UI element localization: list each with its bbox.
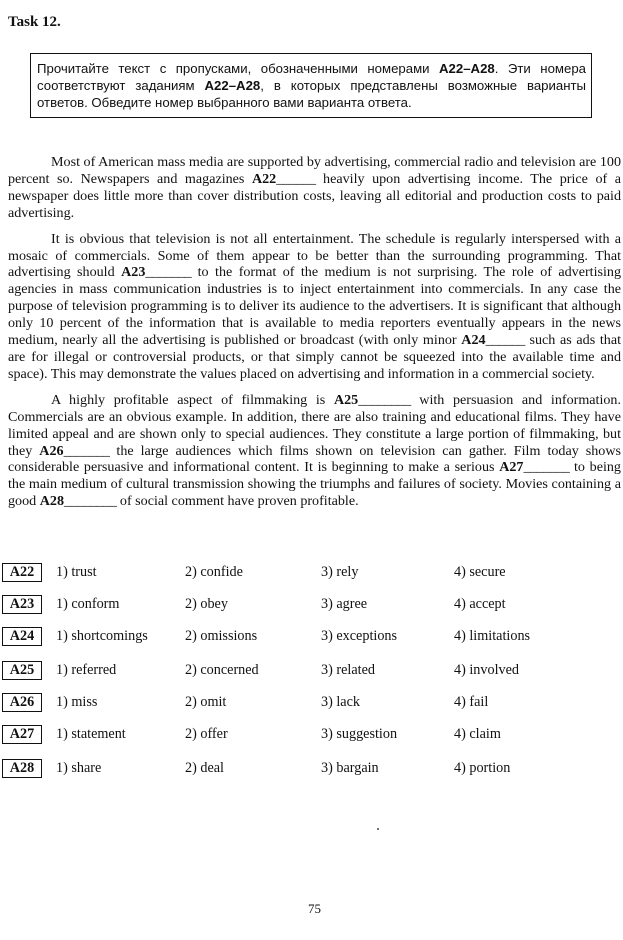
- answer-option[interactable]: 2) omissions: [185, 628, 258, 644]
- answer-option[interactable]: 4) claim: [454, 726, 501, 742]
- answer-option[interactable]: 1) shortcomings: [56, 628, 148, 644]
- answer-option[interactable]: 1) statement: [56, 726, 126, 742]
- instructions-box: [30, 53, 592, 118]
- page-number: 75: [308, 901, 321, 916]
- answer-option[interactable]: 2) confide: [185, 564, 243, 580]
- paragraph-2: [8, 231, 621, 383]
- gap-label-a24: A24: [461, 332, 486, 349]
- instructions-text: . Эти номера соответствуют заданиям: [37, 61, 586, 93]
- paragraph-text: the large audiences which films shown on television can gather. Film today shows considerable persuasive and informational content. It is beginning to make a serious: [8, 442, 621, 476]
- question-code: A27: [2, 725, 42, 744]
- instructions-range: A22–A28: [204, 78, 261, 93]
- answer-row-a28: [2, 759, 602, 779]
- answer-option[interactable]: 3) lack: [321, 694, 360, 710]
- answer-row-a25: [2, 661, 602, 681]
- paragraph-text: A highly profitable aspect of filmmaking is: [51, 391, 334, 408]
- gap-blank-a25: ________: [358, 391, 411, 408]
- answer-option[interactable]: 2) concerned: [185, 662, 259, 678]
- reading-text: [8, 154, 621, 519]
- answer-option[interactable]: 2) offer: [185, 726, 228, 742]
- paragraph-text: Most of American mass media are supported by advertising, commercial radio and television are 100 percent so. Newspapers and magazines: [8, 154, 621, 187]
- answer-option[interactable]: 2) omit: [185, 694, 227, 710]
- task-title: Task 12.: [8, 14, 61, 30]
- gap-blank-a23: _______: [145, 264, 192, 281]
- question-code: A25: [2, 661, 42, 680]
- answer-row-a26: [2, 693, 602, 713]
- answer-option[interactable]: 2) deal: [185, 760, 224, 776]
- question-code: A26: [2, 693, 42, 712]
- paragraph-text: to being the main medium of cultural transmission showing the triumphs and failures of society. Movies containing a good: [8, 459, 621, 510]
- paragraph-1: [8, 154, 621, 222]
- question-code: A24: [2, 627, 42, 646]
- scan-speck: [377, 828, 379, 830]
- answer-option[interactable]: 3) agree: [321, 596, 368, 612]
- gap-label-a28: A28: [39, 493, 64, 510]
- answer-option[interactable]: 1) share: [56, 760, 102, 776]
- answer-option[interactable]: 3) related: [321, 662, 375, 678]
- answer-option[interactable]: 3) exceptions: [321, 628, 398, 644]
- answer-option[interactable]: 4) fail: [454, 694, 489, 710]
- answer-option[interactable]: 3) bargain: [321, 760, 379, 776]
- instructions-text: , в которых представлены возможные варианты ответов. Обведите номер выбранного вами варианта ответа.: [37, 78, 586, 110]
- gap-blank-a22: ______: [276, 170, 316, 187]
- paragraph-text: heavily upon advertising income. The price of a newspaper does little more than cover distribution costs, leaving all editorial and production costs to paid advertising.: [8, 170, 621, 221]
- paragraph-text: It is obvious that television is not all entertainment. The schedule is regularly interspersed with a mosaic of commercials. Some of them appear to be better than the surrounding programming. That advertising should: [8, 230, 621, 281]
- answer-option[interactable]: 1) referred: [56, 662, 117, 678]
- gap-blank-a24: ______: [485, 332, 525, 349]
- question-code: A22: [2, 563, 42, 582]
- answer-option[interactable]: 3) rely: [321, 564, 359, 580]
- paragraph-text: to the format of the medium is not surprising. The role of advertising agencies in mass communication industries is to inject entertainment into commercials. In any case the purpose of television programming is to deliver its audience to the advertisers. It is significant that although only 10 percent of the information that is available to media reporters eventually appears in the news medium, nearly all the advertising is published or broadcast (with only minor: [8, 264, 621, 349]
- instructions-text: Прочитайте текст с пропусками, обозначенными номерами: [37, 61, 440, 76]
- answer-option[interactable]: 1) miss: [56, 694, 98, 710]
- question-code: A23: [2, 595, 42, 614]
- question-code: A28: [2, 759, 42, 778]
- gap-label-a26: A26: [39, 442, 64, 459]
- answer-row-a27: [2, 725, 602, 745]
- gap-label-a27: A27: [499, 459, 524, 476]
- answer-option[interactable]: 1) conform: [56, 596, 120, 612]
- answer-option[interactable]: 4) involved: [454, 662, 520, 678]
- gap-label-a25: A25: [333, 391, 359, 408]
- gap-label-a23: A23: [121, 264, 146, 281]
- answer-option[interactable]: 4) secure: [454, 564, 506, 580]
- instructions-range: A22–A28: [439, 61, 495, 76]
- answer-option[interactable]: 4) limitations: [454, 628, 531, 644]
- answer-row-a23: [2, 595, 602, 615]
- answer-row-a22: [2, 563, 602, 583]
- answer-option[interactable]: 4) accept: [454, 596, 506, 612]
- paragraph-text: of social comment have proven profitable.: [116, 493, 359, 510]
- paragraph-text: such as ads that are for illegal or controversial products, or that simply cannot be squeezed into the available time and space). This may demonstrate the values placed on advertising and information in a commercial society.: [8, 332, 622, 382]
- answer-row-a24: [2, 627, 602, 647]
- answer-option[interactable]: 1) trust: [56, 564, 97, 580]
- paragraph-text: with persuasion and information. Commercials are an obvious example. In addition, there are also training and educational films. They have limited appeal and are shown only to special audiences. They constitute a large portion of filmmaking, but they: [8, 391, 621, 459]
- answer-option[interactable]: 3) suggestion: [321, 726, 398, 742]
- gap-blank-a28: ________: [64, 493, 117, 510]
- gap-blank-a27: _______: [523, 459, 570, 476]
- answer-option[interactable]: 4) portion: [454, 760, 511, 776]
- answer-option[interactable]: 2) obey: [185, 596, 228, 612]
- gap-label-a22: A22: [251, 170, 277, 187]
- gap-blank-a26: _______: [63, 442, 110, 459]
- paragraph-3: [8, 392, 621, 510]
